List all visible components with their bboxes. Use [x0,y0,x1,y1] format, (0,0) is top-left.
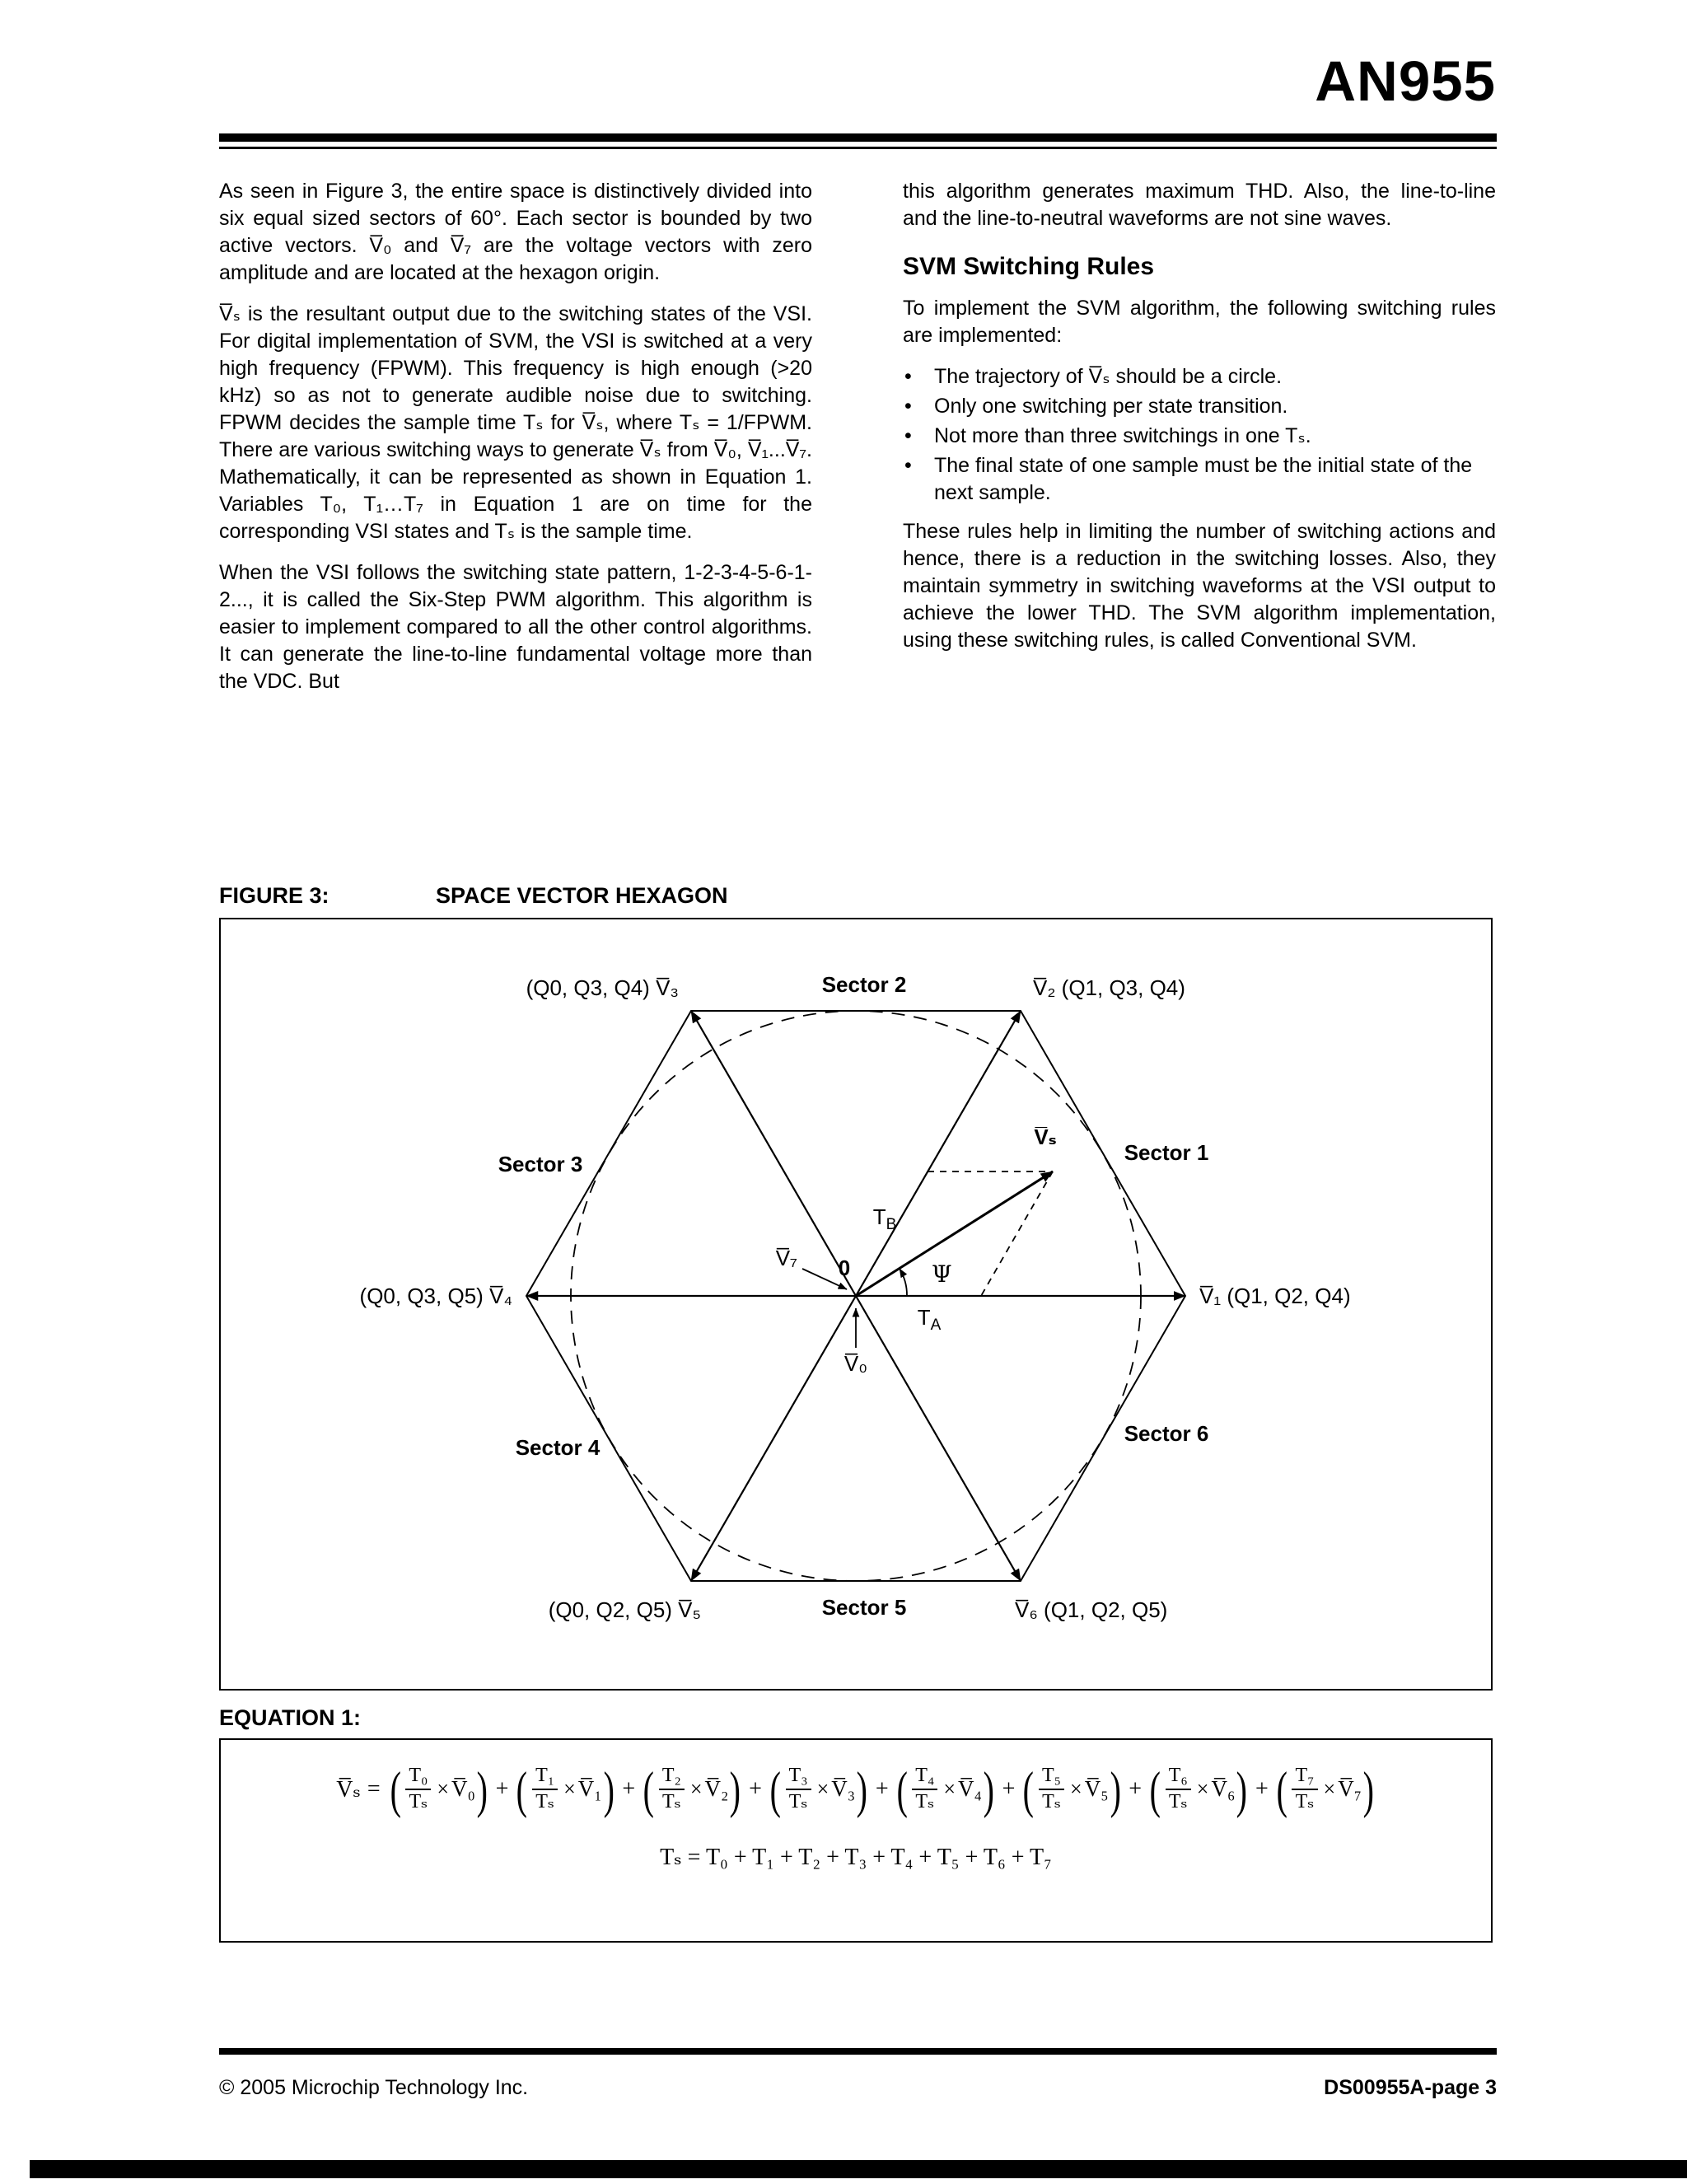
equation-term-0: ( $\frac{\text{T₀}}{\text{Tₛ}}$ × V̅₀ ) [390,1760,488,1818]
plus-sign: + [1002,1775,1016,1802]
label-tb: $T_B$ [872,1204,897,1233]
vertex-label-v3: (Q0, Q3, Q4) V̅₃ [526,975,679,1000]
psi-angle-arc [900,1269,907,1296]
footer-rule [219,2048,1497,2055]
page-bottom-bar [30,2160,1687,2178]
list-item [903,423,1496,450]
vertex-label-v5: (Q0, Q2, Q5) V̅₅ [548,1597,701,1622]
header-rule-thin [219,147,1497,149]
ta-projection-dashed-line [981,1172,1053,1296]
copyright-text: © 2005 Microchip Technology Inc. [219,2076,529,2099]
bullet-text: The final state of one sample must be the initial state of the next sample. [934,454,1473,504]
fraction: $\frac{\text{T₇}}{\text{Tₛ}}$ [1292,1765,1317,1813]
bullet-icon: • [904,454,912,477]
plus-sign: + [1255,1775,1269,1802]
sector-label-2: Sector 2 [821,972,907,997]
vector-v2-arrow [856,1011,1021,1296]
left-column [219,178,812,709]
bullet-list [903,363,1496,507]
fraction: $\frac{\text{T₁}}{\text{Tₛ}}$ [532,1765,558,1813]
fraction: $\frac{\text{T₆}}{\text{Tₛ}}$ [1166,1765,1191,1813]
page-footer [219,2076,1497,2100]
vertex-label-v1: V̅₁ (Q1, Q2, Q4) [1199,1284,1351,1308]
equation-label: EQUATION 1: [219,1705,362,1730]
equation-ts-sum: Tₛ = T₀ + T₁ + T₂ + T₃ + T₄ + T₅ + T₆ + T₇ [660,1845,1052,1871]
sector-label-3: Sector 3 [498,1152,583,1176]
app-note-number: AN955 [1315,49,1496,113]
figure-caption [219,883,728,909]
equation-term-3: ( $\frac{\text{T₃}}{\text{Tₛ}}$ × V̅₃ ) [769,1760,868,1818]
vector-v5-arrow [691,1296,856,1581]
paragraph-sixstep: When the VSI follows the switching state pattern, 1-2-3-4-5-6-1-2..., it is called the Six-Step PWM algorithm. This algorithm is easier to implement compared to all the other control algorithms. It can generate the line-to-line fundamental voltage more than the VDC. But [219,561,812,693]
fraction: $\frac{\text{T₅}}{\text{Tₛ}}$ [1039,1765,1064,1813]
plus-sign: + [1129,1775,1143,1802]
fraction: $\frac{\text{T₂}}{\text{Tₛ}}$ [659,1765,685,1813]
bullet-icon: • [904,424,912,447]
body-columns [219,178,1497,709]
times-sign: × [1323,1776,1336,1801]
list-item [903,393,1496,420]
figure-3-space-vector-hexagon [219,918,1493,1691]
vertex-label-v4: (Q0, Q3, Q5) V̅₄ [359,1284,512,1308]
section-heading-svm-switching-rules: SVM Switching Rules [903,253,1155,280]
times-sign: × [816,1776,829,1801]
label-ta: $T_A$ [917,1305,942,1334]
figure-label: FIGURE 3: [219,883,329,908]
equation-term-4: ( $\frac{\text{T₄}}{\text{Tₛ}}$ × V̅₄ ) [896,1760,994,1818]
plus-sign: + [495,1775,509,1802]
bullet-icon: • [904,365,912,388]
figure-title: SPACE VECTOR HEXAGON [436,883,728,908]
equation-term-7: ( $\frac{\text{T₇}}{\text{Tₛ}}$ × V̅₇ ) [1276,1760,1375,1818]
paragraph-rules-intro: To implement the SVM algorithm, the following switching rules are implemented: [903,297,1496,347]
header-rule-thick [219,133,1497,142]
sector-label-4: Sector 4 [515,1435,600,1460]
paragraph-vs-resultant: V̅ₛ is the resultant output due to the switching states of the VSI. For digital implementation of SVM, the VSI is switched at a very high frequency (FPWM). This frequency is high enough (>20 kHz) so as not to generate audible noise due to switching. FPWM decides the sample time Tₛ for V̅ₛ, where Tₛ = 1/FPWM. There are various switching ways to generate V̅ₛ from V̅₀, V̅₁...V̅₇. Mathematically, it can be represented as shown in Equation 1. Variables T₀, T₁…T₇ in Equation 1 are on time for the corresponding VSI states and Tₛ is the sample time. [219,302,812,543]
plus-sign: + [875,1775,889,1802]
times-sign: × [943,1776,956,1801]
bullet-text: Only one switching per state transition. [934,395,1288,418]
label-origin: 0 [838,1256,851,1280]
plus-sign: + [622,1775,636,1802]
vector-vs-arrow [856,1172,1053,1296]
bullet-text: Not more than three switchings in one Tₛ. [934,424,1311,447]
vector-v3-arrow [691,1011,856,1296]
label-vs: V̅ₛ [1034,1125,1057,1149]
equation-term-6: ( $\frac{\text{T₆}}{\text{Tₛ}}$ × V̅₆ ) [1149,1760,1248,1818]
equation-main-line [221,1760,1491,1818]
sector-label-5: Sector 5 [821,1595,907,1620]
paragraph-continuation: this algorithm generates maximum THD. Also, the line-to-line and the line-to-neutral waveforms are not sine waves. [903,180,1496,230]
label-v0: V̅₀ [844,1351,868,1376]
times-sign: × [437,1776,450,1801]
right-column [903,178,1496,709]
times-sign: × [1070,1776,1082,1801]
sector-label-6: Sector 6 [1124,1421,1209,1446]
bullet-icon: • [904,395,912,418]
vertex-label-v6: V̅₆ (Q1, Q2, Q5) [1015,1597,1168,1622]
fraction: $\frac{\text{T₃}}{\text{Tₛ}}$ [786,1765,811,1813]
equals-sign: = [367,1775,381,1802]
document-number-page: DS00955A-page 3 [1324,2076,1497,2099]
bullet-text: The trajectory of V̅ₛ should be a circle. [934,365,1283,388]
plus-sign: + [749,1775,762,1802]
times-sign: × [563,1776,576,1801]
vertex-label-v2: V̅₂ (Q1, Q3, Q4) [1033,975,1185,1000]
equation-1-box [219,1738,1493,1943]
fraction: $\frac{\text{T₄}}{\text{Tₛ}}$ [912,1765,937,1813]
equation-term-1: ( $\frac{\text{T₁}}{\text{Tₛ}}$ × V̅₁ ) [516,1760,615,1818]
sector-label-1: Sector 1 [1124,1140,1209,1165]
list-item [903,452,1496,507]
hexagon-diagram [221,919,1491,1689]
fraction: $\frac{\text{T₀}}{\text{Tₛ}}$ [405,1765,431,1813]
times-sign: × [689,1776,703,1801]
vector-v6-arrow [856,1296,1021,1581]
list-item [903,363,1496,391]
label-psi-angle: Ψ [932,1260,952,1288]
equation-term-2: ( $\frac{\text{T₂}}{\text{Tₛ}}$ × V̅₂ ) [643,1760,741,1818]
paragraph-figure3-intro: As seen in Figure 3, the entire space is distinctively divided into six equal sized sectors of 60°. Each sector is bounded by two active vectors. V̅₀ and V̅₇ are the voltage vectors with zero amplitude and are located at the hexagon origin. [219,180,812,284]
times-sign: × [1196,1776,1209,1801]
equation-term-5: ( $\frac{\text{T₅}}{\text{Tₛ}}$ × V̅₅ ) [1023,1760,1121,1818]
equation-lhs: V̅ₛ [336,1776,361,1803]
label-v7: V̅₇ [775,1246,797,1270]
paragraph-rules-benefits: These rules help in limiting the number of switching actions and hence, there is a reduction in the switching losses. Also, they maintain symmetry in switching waveforms at the VSI output to achieve the lower THD. The SVM algorithm implementation, using these switching rules, is called Conventional SVM. [903,520,1496,652]
